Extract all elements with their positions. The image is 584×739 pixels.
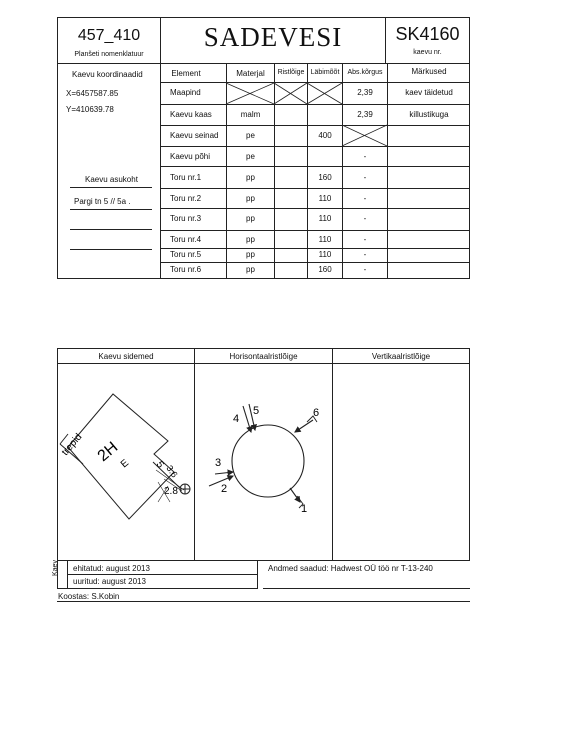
sheet-number: 457_410 [77, 27, 141, 44]
row-diameter: 110 [318, 214, 332, 223]
pipe-label: 5 [253, 405, 260, 417]
row-diameter: 110 [318, 194, 332, 203]
row-element: Toru nr.4 [170, 235, 202, 244]
compiled-by: Koostas: S.Kobin [58, 592, 120, 601]
row-notes: kaev täidetud [405, 88, 453, 97]
row-diameter: 110 [318, 235, 332, 244]
dimension-3: 2.8 [164, 486, 178, 497]
pipe-3 [215, 472, 233, 474]
row-element: Kaevu seinad [170, 131, 219, 140]
coordinate-x: X=6457587.85 [66, 89, 119, 98]
well-label: kaevu nr. [413, 49, 442, 56]
col-header-diameter: Läbimõõt [310, 69, 340, 76]
row-height: - [363, 265, 367, 274]
row-material: pp [246, 265, 255, 274]
row-material: pp [246, 214, 255, 223]
vertical-section-heading: Vertikaalristlõige [371, 352, 431, 361]
row-height: 2,39 [357, 88, 373, 97]
horizontal-section-drawing [195, 364, 332, 560]
row-diameter: 160 [318, 173, 332, 182]
row-element: Maapind [170, 88, 201, 97]
location-heading: Kaevu asukoht [85, 175, 138, 184]
pipe-label: 3 [215, 457, 222, 469]
row-material: malm [240, 110, 261, 119]
row-element: Toru nr.3 [170, 214, 202, 223]
row-material: pp [246, 250, 255, 259]
building-sublabel: E [118, 457, 132, 471]
row-element: Kaevu põhi [170, 152, 211, 161]
row-element: Kaevu kaas [170, 110, 212, 119]
row-height: - [363, 250, 367, 259]
row-notes: killustikuga [409, 110, 449, 119]
col-header-element: Element [171, 69, 201, 78]
well-circle [232, 425, 304, 497]
row-material: pp [246, 194, 255, 203]
row-diameter: 160 [318, 265, 332, 274]
row-material: pp [246, 235, 255, 244]
row-material: pe [246, 131, 255, 140]
well-id: SK4160 [395, 24, 460, 44]
stairs-label: trepid [59, 431, 85, 458]
building-outline [68, 394, 174, 519]
ties-heading: Kaevu sidemed [98, 352, 154, 361]
row-element: Toru nr.6 [170, 265, 202, 274]
row-height: - [363, 214, 367, 223]
surveyed-date: uuritud: august 2013 [73, 577, 146, 586]
data-source: Andmed saadud: Hadwest OÜ töö nr T-13-240 [268, 564, 433, 573]
pipe-6 [295, 420, 313, 432]
row-element: Toru nr.5 [170, 250, 202, 259]
row-height: - [363, 235, 367, 244]
row-height: - [363, 194, 367, 203]
page-title: SADEVESI [203, 22, 343, 52]
sheet-label: Planšeti nomenklatuur [74, 51, 144, 58]
pipe-label: 6 [313, 407, 320, 419]
row-material: pp [246, 173, 255, 182]
footer-side-label: Kaev [52, 560, 59, 576]
row-material: pe [246, 152, 255, 161]
row-height: - [363, 173, 367, 182]
row-diameter: 400 [318, 131, 332, 140]
dimension-1: 5 [153, 459, 166, 471]
col-header-material: Materjal [236, 69, 265, 78]
pipe-1 [290, 488, 300, 502]
not-applicable-marks [0, 0, 584, 300]
coordinate-y: Y=410639.78 [66, 105, 114, 114]
pipe-label: 2 [221, 483, 228, 495]
pipe-label: 1 [301, 503, 308, 515]
coordinates-heading: Kaevu koordinaadid [72, 70, 143, 79]
pipe-label: 4 [233, 413, 240, 425]
built-date: ehitatud: august 2013 [73, 564, 150, 573]
col-header-cross: Ristlõige [277, 69, 305, 76]
location-value: Pargi tn 5 // 5a . [74, 197, 131, 206]
building-label: 2H [94, 438, 122, 466]
row-height: - [363, 152, 367, 161]
col-header-notes: Märkused [411, 67, 447, 76]
row-diameter: 110 [318, 250, 332, 259]
site-sketch [58, 364, 194, 560]
col-header-height: Abs.kõrgus [347, 69, 383, 76]
dimension-2: 3.6 [164, 463, 180, 480]
row-height: 2,39 [357, 110, 373, 119]
horizontal-section-heading: Horisontaalristlõige [229, 352, 298, 361]
row-element: Toru nr.2 [170, 194, 202, 203]
row-element: Toru nr.1 [170, 173, 202, 182]
